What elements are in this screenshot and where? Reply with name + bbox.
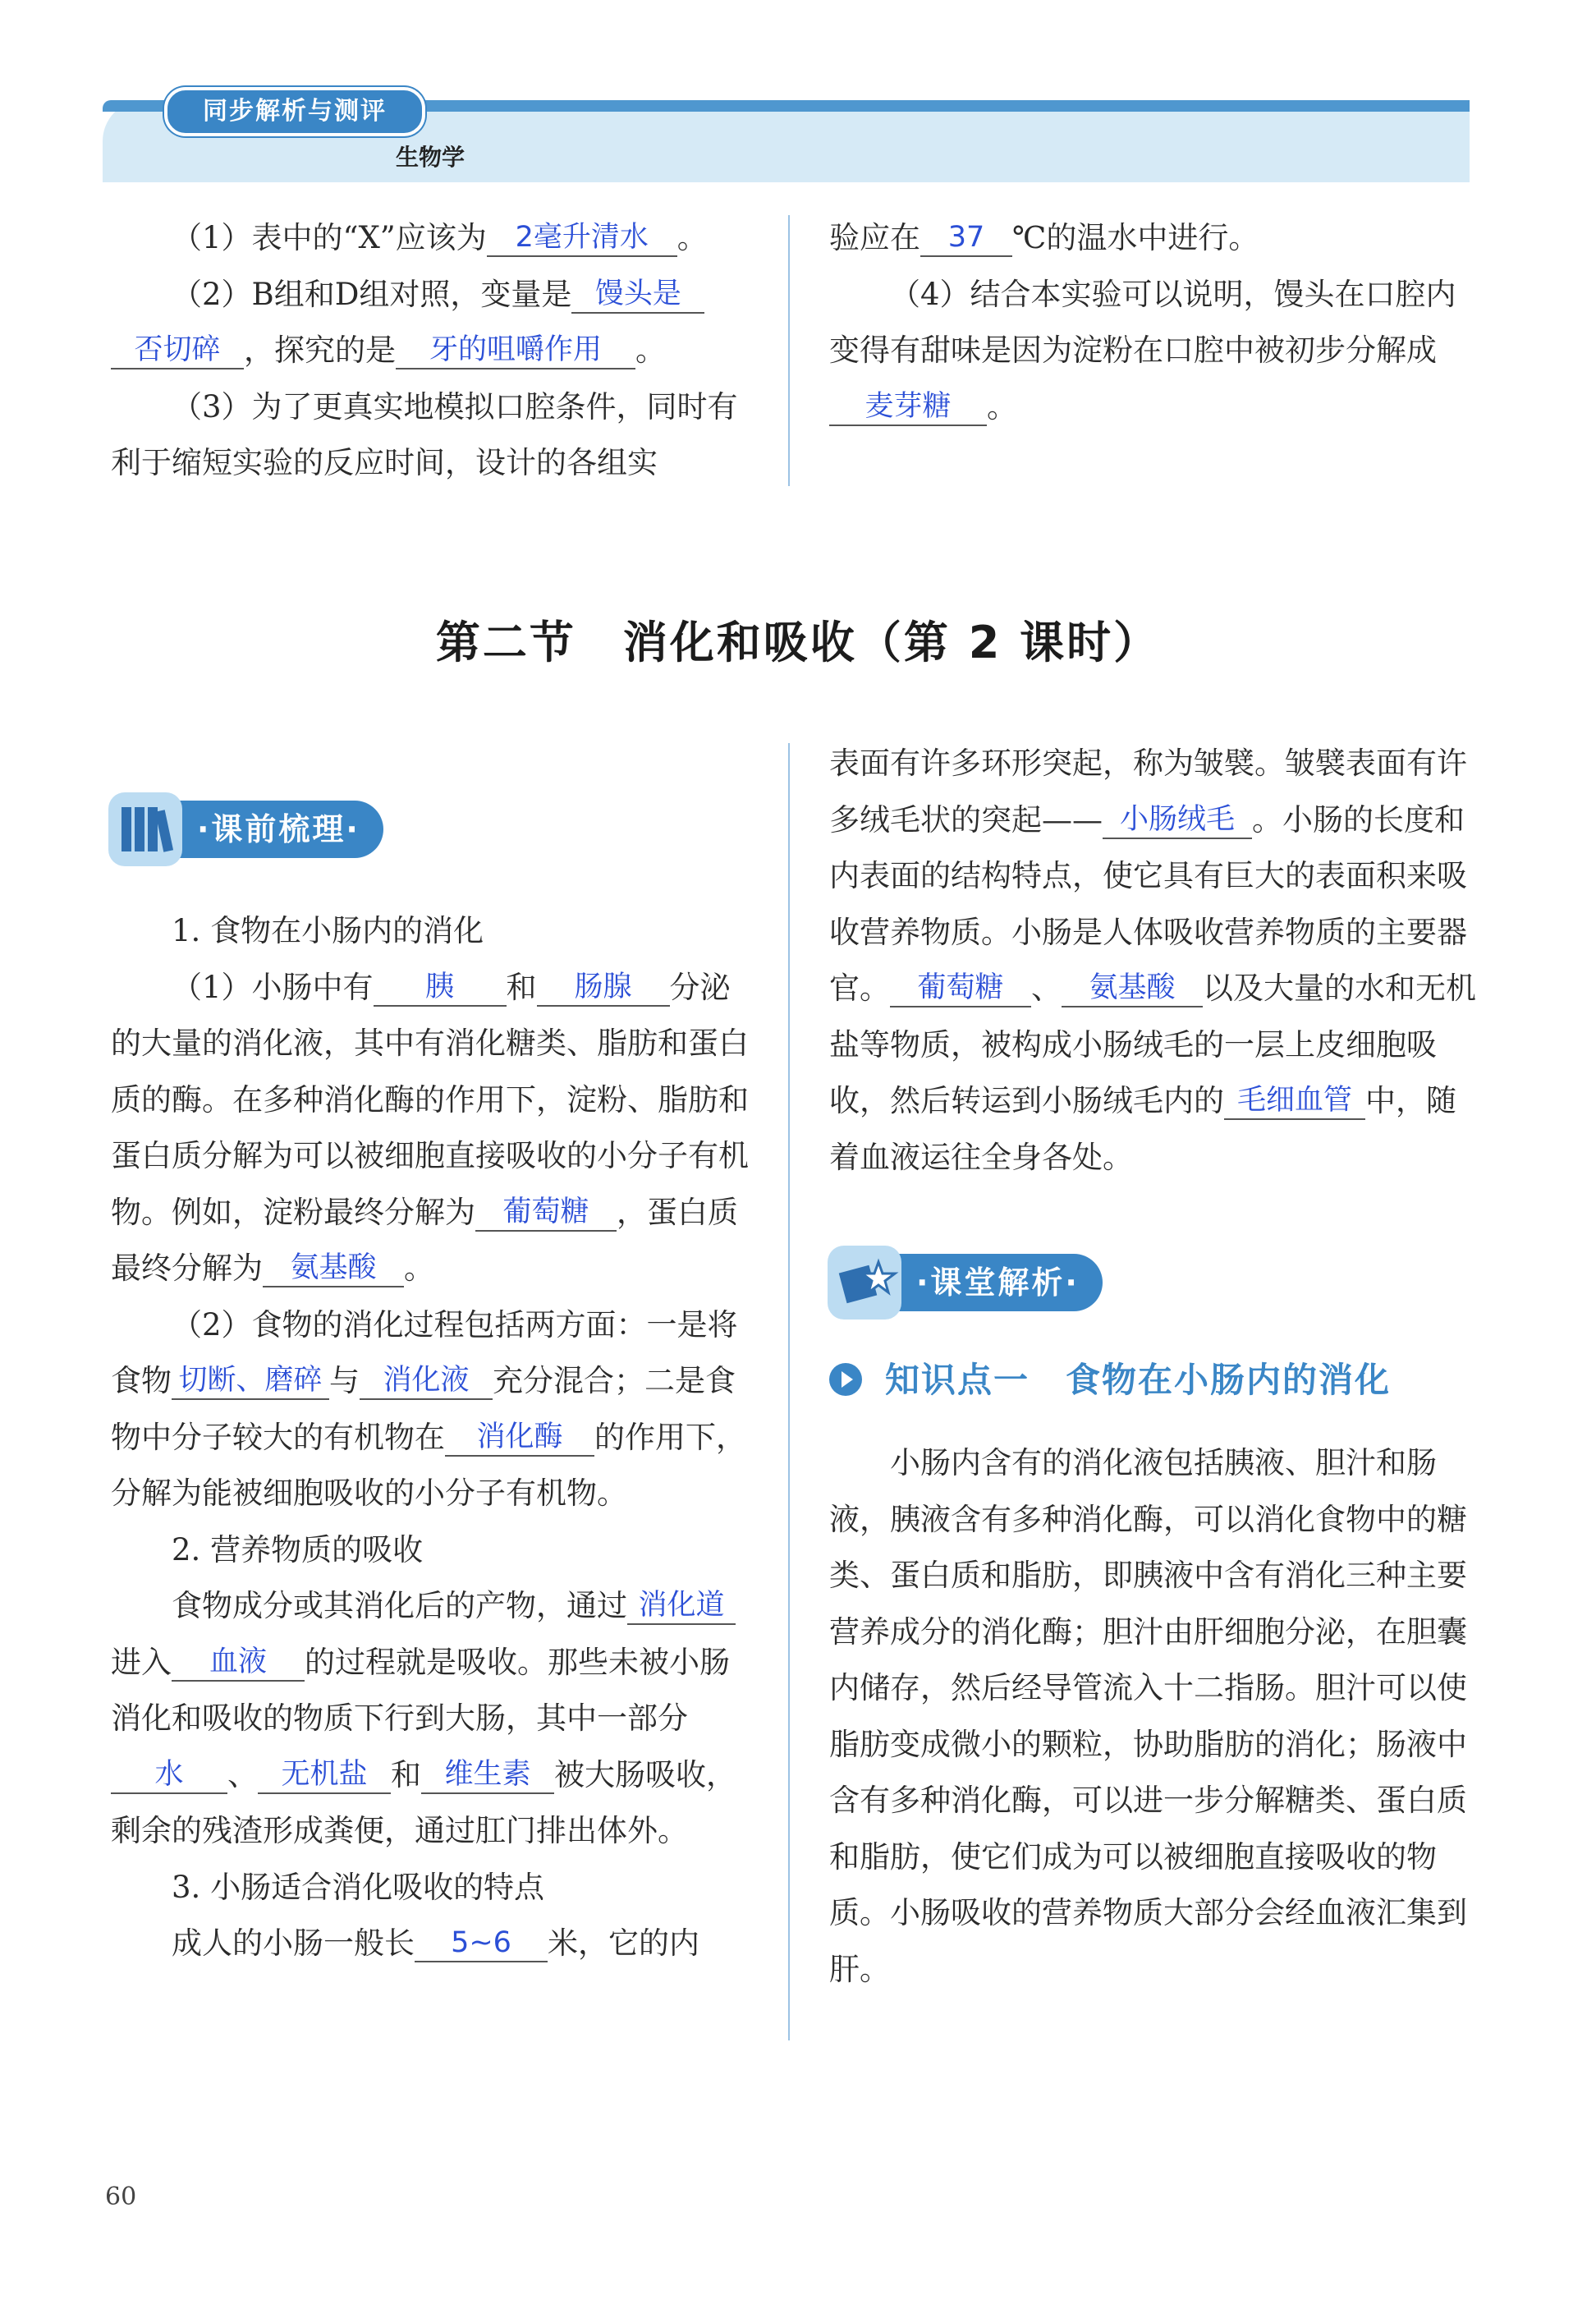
answer-blank: 氨基酸 [263,1250,404,1287]
answer-blank: 维生素 [421,1756,554,1794]
answer-blank: 馒头是 [571,276,704,314]
answer-blank: 葡萄糖 [890,970,1031,1007]
lower-right-column [829,736,1478,1186]
answer-blank: 消化酶 [445,1419,594,1457]
answer-blank: 胰 [374,969,507,1007]
answer-blank: 消化道 [627,1587,736,1625]
answer-blank: 牙的咀嚼作用 [396,332,635,369]
series-title: 同步解析与测评 [164,87,425,136]
answer-blank: 切断、磨碎 [172,1362,329,1400]
page-number: 60 [105,2182,137,2211]
question-4: （4）结合本实验可以说明，馒头在口腔内变得有甜味是因为淀粉在口腔中被初步分解成麦芽糖 。 [829,276,1456,425]
answer-blank: 消化液 [360,1362,493,1400]
para-digestion-2: （2）食物的消化过程包括两方面：一是将食物 切断、磨碎 与 消化液 充分混合；二是食物中分子较大的有机物在 消化酶 的作用下，分解为能被细胞吸收的小分子有机物。 [111,1306,746,1511]
star-box-icon [828,1246,901,1320]
column-divider [788,743,790,2040]
answer-blank: 无机盐 [258,1756,391,1794]
para-small-intestine: 成人的小肠一般长 5~6 米，它的内 [172,1925,699,1961]
para-digestion-1: （1）小肠中有 胰 和 肠腺 分泌的大量的消化液，其中有消化糖类、脂肪和蛋白质的酶。在多种消化酶的作用下，淀粉、脂肪和蛋白质分解为可以被细胞直接吸收的小分子有机物。例如，淀粉最终分解为 葡萄糖 ，蛋白质最终分解为 氨基酸 。 [111,969,749,1286]
heading-small-intestine: 3. 小肠适合消化吸收的特点 [172,1869,545,1905]
question-1: （1）表中的“X”应该为 2毫升清水 。 [172,220,708,255]
question-3-continued: 验应在 37 ℃的温水中进行。 [829,220,1259,255]
answer-blank: 氨基酸 [1062,970,1203,1007]
question-3: （3）为了更真实地模拟口腔条件，同时有利于缩短实验的反应时间，设计的各组实 [111,388,738,480]
heading-digestion: 1. 食物在小肠内的消化 [172,913,484,948]
lower-left-column [111,903,759,1972]
knowledge-point-text [829,1435,1478,1998]
books-icon [108,792,182,866]
play-icon [829,1363,862,1396]
top-left-column [111,210,751,492]
in-class-badge: ·课堂解析· [834,1254,1103,1311]
answer-blank: 毛细血管 [1224,1082,1365,1120]
answer-blank: 2毫升清水 [487,219,677,257]
answer-blank: 37 [920,219,1012,257]
answer-blank: 血液 [172,1644,305,1682]
answer-blank: 水 [111,1756,227,1794]
heading-absorption: 2. 营养物质的吸收 [172,1531,424,1567]
top-right-column [829,210,1478,435]
answer-blank: 肠腺 [537,969,670,1007]
question-2: （2）B组和D组对照，变量是 馒头是否切碎 ，探究的是 牙的咀嚼作用 。 [111,267,751,379]
subject-label: 生物学 [396,144,466,171]
para-absorption: 食物成分或其消化后的产物，通过 消化道进入 血液 的过程就是吸收。那些未被小肠消化和吸收的物质下行到大肠，其中一部分水 、 无机盐 和 维生素 被大肠吸收，剩余的残渣形成粪便，通过肛门排出体外。 [111,1588,736,1848]
column-divider [788,215,790,486]
para-villi: 表面有许多环形突起，称为皱襞。皱襞表面有许多绒毛状的突起—— 小肠绒毛 。小肠的长度和内表面的结构特点，使它具有巨大的表面积来吸收营养物质。小肠是人体吸收营养物质的主要器官。 葡萄糖 、 氨基酸 以及大量的水和无机盐等物质，被构成小肠绒毛的一层上皮细胞吸收，然后转运到小肠绒毛内的 毛细血管 中，随着血液运往全身各处。 [829,746,1476,1175]
answer-blank: 葡萄糖 [475,1194,617,1232]
answer-blank: 否切碎 [111,332,244,369]
chapter-title: 第二节 消化和吸收（第 2 课时） [435,617,1161,668]
answer-blank: 麦芽糖 [829,388,987,426]
answer-blank: 小肠绒毛 [1103,801,1252,839]
para-intestinal-juices: 小肠内含有的消化液包括胰液、胆汁和肠液，胰液含有多种消化酶，可以消化食物中的糖类、蛋白质和脂肪，即胰液中含有消化三种主要营养成分的消化酶；胆汁由肝细胞分泌，在胆囊内储存，然后经导管流入十二指肠。胆汁可以使脂肪变成微小的颗粒，协助脂肪的消化；肠液中含有多种消化酶，可以进一步分解糖类、蛋白质和脂肪，使它们成为可以被细胞直接吸收的物质。小肠吸收的营养物质大部分会经血液汇集到肝。 [829,1445,1467,1987]
answer-blank: 5~6 [415,1925,548,1962]
pre-class-badge: ·课前梳理· [115,801,383,858]
knowledge-point-heading: 知识点一 食物在小肠内的消化 [829,1353,1391,1402]
